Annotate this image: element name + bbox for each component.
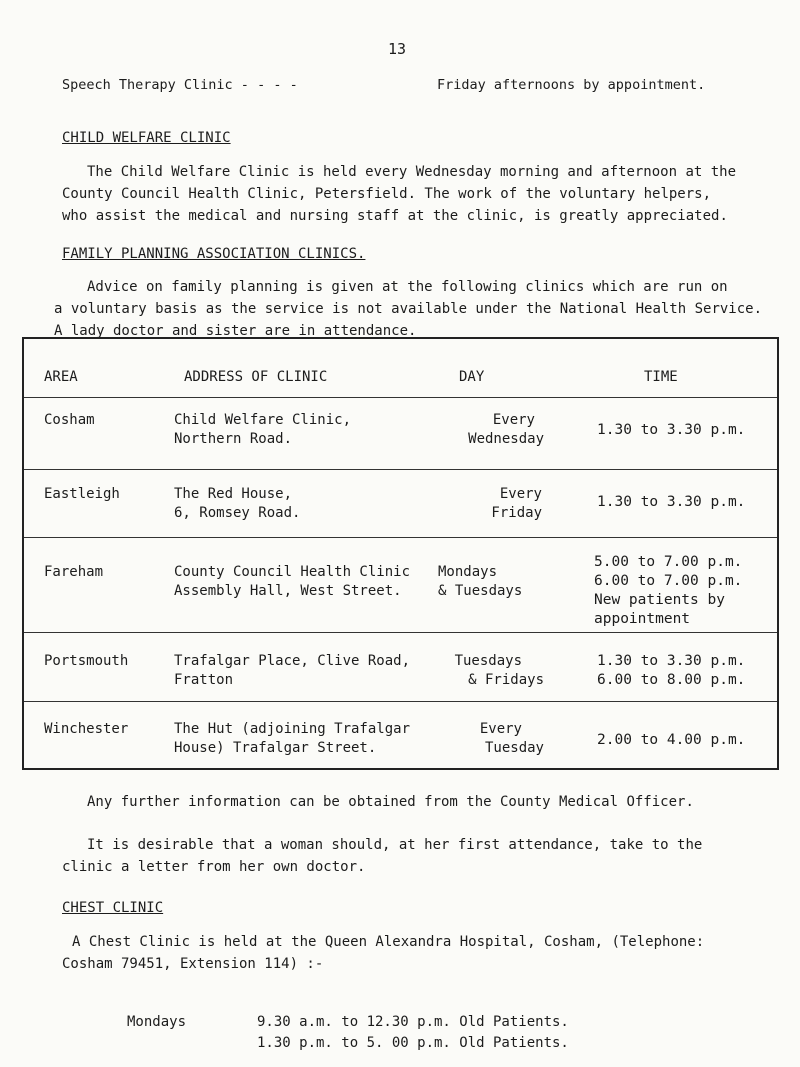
day-line: Every (479, 721, 522, 737)
address-line: Assembly Hall, West Street. (174, 583, 402, 599)
day-line: Tuesday (484, 740, 544, 756)
row-day (438, 652, 544, 690)
header-day: DAY (459, 369, 485, 385)
row-area: Cosham (44, 412, 95, 428)
row-day (438, 563, 522, 601)
row-day (448, 411, 544, 449)
time-line: 1.30 to 3.30 p.m. (597, 422, 746, 438)
row-area: Portsmouth (44, 653, 129, 669)
table-divider (24, 537, 777, 538)
time-line: 6.00 to 8.00 p.m. (597, 672, 746, 688)
family-planning-line: A lady doctor and sister are in attendance. (54, 323, 417, 339)
family-planning-line: a voluntary basis as the service is not available under the National Health Service. (54, 301, 763, 317)
time-line: New patients by (594, 592, 725, 608)
row-day (448, 485, 544, 523)
row-time (594, 553, 742, 629)
day-line: Friday (491, 505, 542, 521)
time-line: 5.00 to 7.00 p.m. (594, 554, 743, 570)
day-line: Wednesday (468, 431, 544, 447)
child-welfare-line: who assist the medical and nursing staff at the clinic, is greatly appreciated. (62, 208, 728, 224)
child-welfare-paragraph (62, 161, 736, 227)
table-divider (24, 632, 777, 633)
further-info: Any further information can be obtained from the County Medical Officer. (87, 794, 694, 810)
family-planning-heading: FAMILY PLANNING ASSOCIATION CLINICS. (62, 246, 366, 262)
address-line: Northern Road. (174, 431, 293, 447)
row-address (174, 485, 300, 523)
day-line: Mondays (438, 564, 498, 580)
row-address (174, 411, 351, 449)
time-line: appointment (594, 611, 691, 627)
chest-clinic-line: A Chest Clinic is held at the Queen Alexandra Hospital, Cosham, (Telephone: (72, 934, 705, 950)
desirable-line: clinic a letter from her own doctor. (62, 859, 366, 875)
day-line: Every (492, 412, 535, 428)
time-line: 1.30 to 3.30 p.m. (597, 494, 746, 510)
address-line: 6, Romsey Road. (174, 505, 301, 521)
chest-clinic-paragraph (62, 931, 704, 975)
child-welfare-heading: CHILD WELFARE CLINIC (62, 130, 231, 146)
schedule-line: 1.30 p.m. to 5. 00 p.m. Old Patients. (257, 1035, 569, 1051)
address-line: Fratton (174, 672, 234, 688)
address-line: County Council Health Clinic (174, 564, 411, 580)
day-line: Every (499, 486, 542, 502)
speech-therapy-time: Friday afternoons by appointment. (437, 77, 706, 93)
child-welfare-line: County Council Health Clinic, Petersfield. The work of the voluntary helpers, (62, 186, 712, 202)
row-time (597, 493, 745, 512)
row-day (438, 720, 544, 758)
row-area: Fareham (44, 564, 104, 580)
clinics-table (22, 337, 779, 770)
chest-clinic-heading: CHEST CLINIC (62, 900, 164, 916)
family-planning-paragraph (54, 276, 762, 342)
schedule-times (257, 1012, 569, 1054)
row-address (174, 563, 410, 601)
time-line: 2.00 to 4.00 p.m. (597, 732, 746, 748)
table-divider (24, 469, 777, 470)
family-planning-line: Advice on family planning is given at the following clinics which are run on (87, 279, 728, 295)
row-time (597, 652, 745, 690)
table-divider (24, 397, 777, 398)
address-line: Child Welfare Clinic, (174, 412, 352, 428)
chest-clinic-line: Cosham 79451, Extension 114) :- (62, 956, 324, 972)
time-line: 1.30 to 3.30 p.m. (597, 653, 746, 669)
row-address (174, 652, 410, 690)
table-divider (24, 701, 777, 702)
day-line: & Tuesdays (438, 583, 523, 599)
header-time: TIME (644, 369, 678, 385)
speech-therapy-label: Speech Therapy Clinic - - - - (62, 77, 298, 93)
row-time (597, 731, 745, 750)
header-area: AREA (44, 369, 78, 385)
address-line: Trafalgar Place, Clive Road, (174, 653, 411, 669)
time-line: 6.00 to 7.00 p.m. (594, 573, 743, 589)
desirable-line: It is desirable that a woman should, at her first attendance, take to the (87, 837, 703, 853)
schedule-line: 9.30 a.m. to 12.30 p.m. Old Patients. (257, 1014, 569, 1030)
day-line: Tuesdays (454, 653, 522, 669)
desirable-paragraph (62, 834, 702, 878)
speech-therapy-line (62, 77, 706, 93)
row-area: Eastleigh (44, 486, 120, 502)
child-welfare-line: The Child Welfare Clinic is held every Wednesday morning and afternoon at the (87, 164, 737, 180)
day-line: & Fridays (468, 672, 544, 688)
row-area: Winchester (44, 721, 129, 737)
row-address (174, 720, 410, 758)
address-line: The Hut (adjoining Trafalgar (174, 721, 411, 737)
schedule-day: Mondays (127, 1014, 187, 1030)
address-line: The Red House, (174, 486, 293, 502)
address-line: House) Trafalgar Street. (174, 740, 377, 756)
row-time (597, 421, 745, 440)
header-address: ADDRESS OF CLINIC (184, 369, 328, 385)
page-number: 13 (388, 40, 407, 58)
